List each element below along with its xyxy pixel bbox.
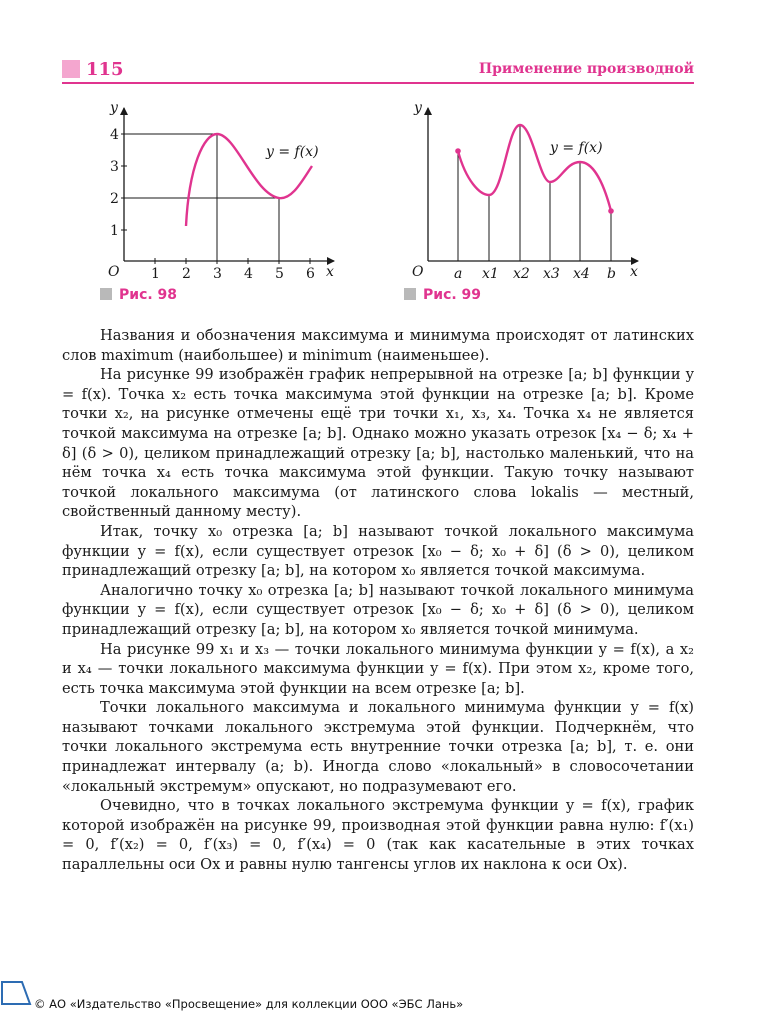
x-tick-label: x4 — [573, 266, 590, 282]
curve-label: y = f(x) — [550, 140, 603, 156]
paragraph: Точки локального максимума и локального минимума функции y = f(x) называют точками локального экстремума этой функции. Подчеркнём, что точки локального экстремума есть внутренние точки отрезка [a; b], т. е. они принадлежат интервалу (a; b). Иногда слово «локальный» в словосочетании «локальный экстремум» опускают, но подразумевают его. — [62, 699, 694, 795]
x-tick-label: x3 — [543, 266, 560, 282]
x-tick-label: 6 — [306, 266, 315, 282]
figure-99-caption: Рис. 99 — [404, 287, 481, 303]
endpoint-a-dot — [455, 148, 461, 154]
x-axis-label: x — [326, 264, 334, 280]
paragraph: На рисунке 99 x₁ и x₃ — точки локального минимума функции y = f(x), а x₂ и x₄ — точки локального максимума функции y = f(x). При этом x₂, кроме того, есть точка максимума этой функции на всем отрезке [a; b]. — [62, 640, 694, 697]
paragraph: Очевидно, что в точках локального экстремума функции y = f(x), график которой изображён на рисунке 99, производная этой функции равна нулю: f′(x₁) = 0, f′(x₂) = 0, f′(x₃) = 0, f′(x₄) = 0 (так как касательные в этих точках параллельны оси Ox и равны нулю тангенсы углов их наклона к оси Ox). — [62, 797, 694, 874]
page-number-marker — [62, 60, 80, 78]
origin-label: O — [108, 264, 120, 280]
running-title: Применение производной — [478, 61, 694, 77]
guide-lines — [124, 134, 279, 261]
x-tick-label: 1 — [151, 266, 160, 282]
page-header — [62, 58, 694, 82]
page-number: 115 — [86, 59, 124, 80]
y-axis-label: y — [414, 100, 422, 116]
y-tick-label: 1 — [110, 223, 119, 239]
header-rule — [62, 82, 694, 84]
curve-label: y = f(x) — [266, 144, 319, 160]
x-tick-label: b — [607, 266, 616, 282]
caption-marker — [100, 288, 112, 300]
x-tick-label: 2 — [182, 266, 191, 282]
y-tick-label: 4 — [110, 127, 119, 143]
figure-98 — [96, 96, 346, 282]
x-tick-label: x1 — [482, 266, 499, 282]
x-tick-label: a — [454, 266, 463, 282]
x-tick-label: 5 — [275, 266, 284, 282]
x-tick-label: x2 — [513, 266, 530, 282]
paragraph: Аналогично точку x₀ отрезка [a; b] называют точкой локального минимума функции y = f(x), если существует отрезок [x₀ − δ; x₀ + δ] (δ > 0), целиком принадлежащий отрезку [a; b], на котором x₀ является точкой минимума. — [62, 581, 694, 638]
y-tick-label: 3 — [110, 159, 119, 175]
function-curve — [458, 125, 611, 211]
x-axis-label: x — [630, 264, 638, 280]
endpoint-b-dot — [608, 208, 614, 214]
body-text — [62, 326, 694, 875]
origin-label: O — [412, 264, 424, 280]
corner-bookmark-icon — [0, 978, 36, 1020]
figure-99 — [400, 96, 650, 282]
y-axis-label: y — [110, 100, 118, 116]
figure-98-caption: Рис. 98 — [100, 287, 177, 303]
paragraph: На рисунке 99 изображён график непрерывной на отрезке [a; b] функции y = f(x). Точка x₂ есть точка максимума этой функции на отрезке [a; b]. Кроме точки x₂, на рисунке отмечены ещё три точки x₁, x₃, x₄. Точка x₄ не является точкой максимума на отрезке [a; b]. Однако можно указать отрезок [x₄ − δ; x₄ + δ] (δ > 0), целиком принадлежащий отрезку [a; b], настолько маленький, что на нём точка x₄ есть точка максимума этой функции. Такую точку называют точкой локального максимума (от латинского слова lokalis — местный, свойственный данному месту). — [62, 366, 694, 521]
y-tick-label: 2 — [110, 191, 119, 207]
x-tick-label: 3 — [213, 266, 222, 282]
copyright-footer: © АО «Издательство «Просвещение» для коллекции ООО «ЭБС Лань» — [34, 997, 464, 1011]
caption-marker — [404, 288, 416, 300]
paragraph: Названия и обозначения максимума и минимума происходят от латинских слов maximum (наибольшее) и minimum (наименьшее). — [62, 327, 694, 364]
x-tick-label: 4 — [244, 266, 253, 282]
paragraph: Итак, точку x₀ отрезка [a; b] называют точкой локального максимума функции y = f(x), если существует отрезок [x₀ − δ; x₀ + δ] (δ > 0), целиком принадлежащий отрезку [a; b], на котором x₀ является точкой максимума. — [62, 522, 694, 580]
